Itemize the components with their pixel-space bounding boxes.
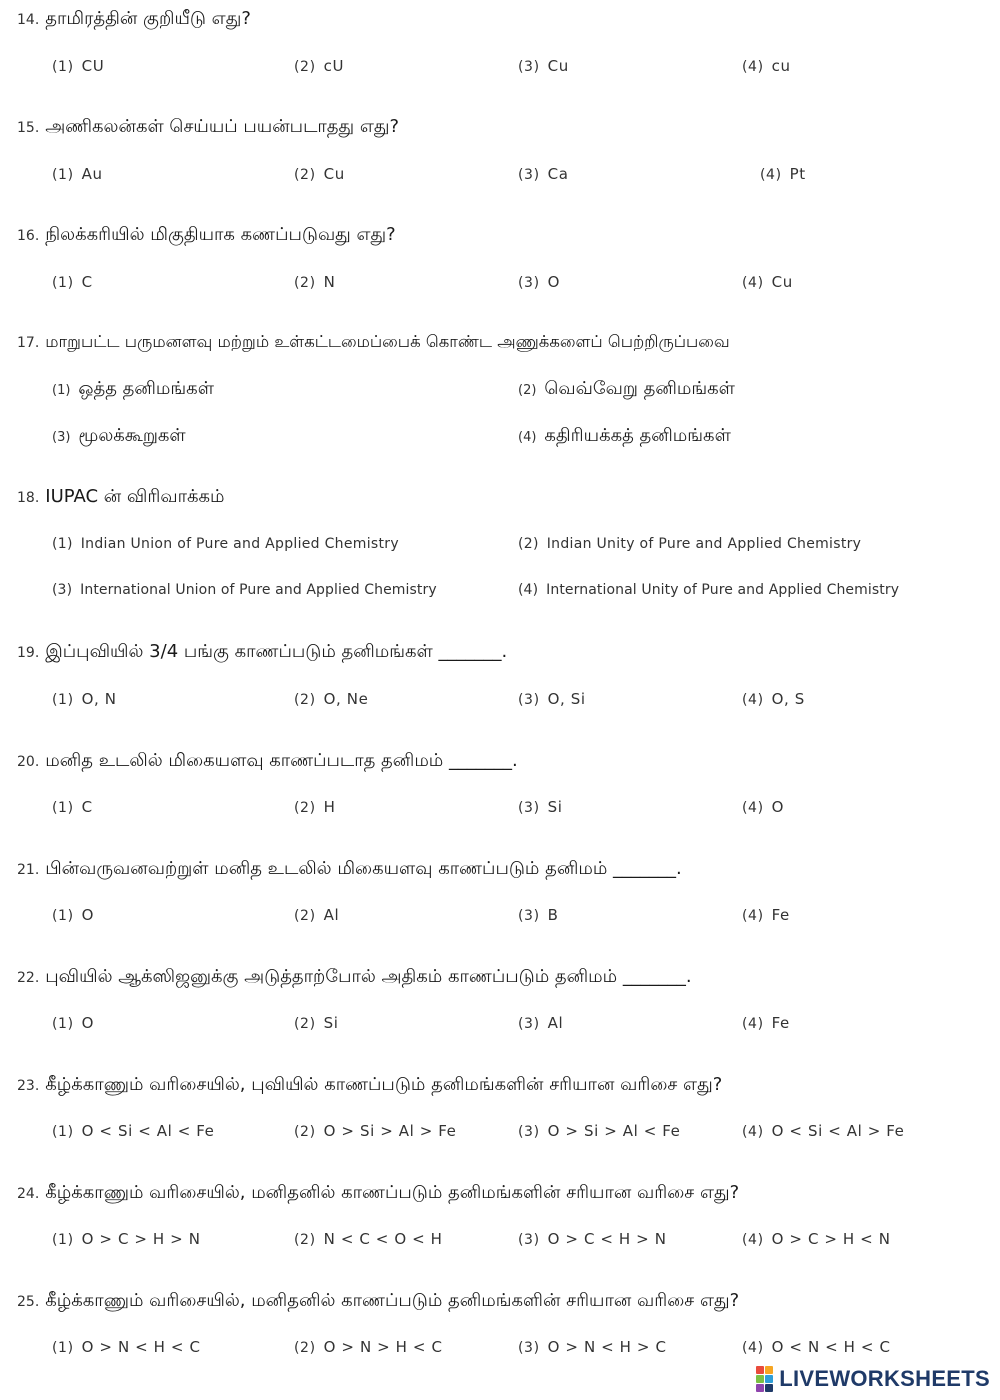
option-3[interactable] [518,1122,681,1140]
option-3[interactable] [518,1338,667,1356]
option-3[interactable] [52,582,437,598]
option-text: N [323,273,336,291]
option-number: (4) [742,1232,764,1248]
option-1[interactable] [52,1122,215,1140]
option-text: வெவ்வேறு தனிமங்கள் [544,378,735,399]
question-number: 15. [17,120,40,136]
option-number: (2) [294,908,316,924]
option-number: (3) [518,1232,540,1248]
option-3[interactable] [518,798,563,816]
option-2[interactable] [294,273,335,291]
option-1[interactable] [52,57,104,75]
option-text: Cu [323,165,345,183]
option-text: Fe [771,1014,790,1032]
logo-square [765,1366,773,1374]
option-1[interactable] [52,165,103,183]
option-text: O > C > H < N [771,1230,891,1248]
option-2[interactable] [294,1122,457,1140]
option-text: கதிரியக்கத் தனிமங்கள் [544,425,731,446]
logo-square [756,1366,764,1374]
option-text: Indian Union of Pure and Applied Chemistry [80,536,399,552]
question-label: தாமிரத்தின் குறியீடு எது? [45,8,251,29]
option-3[interactable] [518,165,569,183]
option-text: O > Si > Al < Fe [547,1122,681,1140]
option-1[interactable] [52,1338,201,1356]
option-1[interactable] [52,273,93,291]
option-number: (4) [742,908,764,924]
option-3[interactable] [518,1014,563,1032]
option-2[interactable] [294,1014,339,1032]
option-number: (1) [52,908,74,924]
option-text: B [547,906,559,924]
option-text: N < C < O < H [323,1230,443,1248]
question-text [17,1182,739,1205]
brand-text: LIVEWORKSHEETS [779,1366,990,1391]
option-number: (2) [294,59,316,75]
option-text: Fe [771,906,790,924]
option-3[interactable] [518,906,559,924]
option-1[interactable] [52,1014,94,1032]
question-label: கீழ்க்காணும் வரிசையில், மனிதனில் காணப்படும் தனிமங்களின் சரியான வரிசை எது? [45,1290,740,1311]
option-2[interactable] [518,378,735,401]
option-4[interactable] [742,273,793,291]
option-4[interactable] [742,690,805,708]
option-1[interactable] [52,1230,201,1248]
option-number: (4) [742,59,764,75]
option-number: (4) [760,167,782,183]
option-4[interactable] [742,1338,891,1356]
option-number: (3) [52,582,73,598]
question-text [17,858,682,881]
option-text: C [81,798,93,816]
option-number: (1) [52,1016,74,1032]
option-number: (4) [742,692,764,708]
option-number: (4) [518,582,539,598]
question-number: 25. [17,1294,40,1310]
option-text: H [323,798,336,816]
option-number: (4) [518,430,537,445]
option-2[interactable] [294,165,345,183]
option-text: O, N [81,690,117,708]
option-1[interactable] [52,536,399,552]
option-4[interactable] [760,165,806,183]
question-label: கீழ்க்காணும் வரிசையில், புவியில் காணப்படும் தனிமங்களின் சரியான வரிசை எது? [45,1074,723,1095]
option-number: (2) [294,692,316,708]
option-number: (1) [52,383,71,398]
option-1[interactable] [52,798,93,816]
option-4[interactable] [742,1122,905,1140]
question-number: 18. [17,490,40,506]
option-text: Pt [789,165,806,183]
question-number: 17. [17,335,40,351]
question-text [17,486,225,509]
option-text: ஒத்த தனிமங்கள் [78,378,214,399]
question-label: மனித உடலில் மிகையளவு காணப்படாத தனிமம் _______. [45,750,518,771]
option-2[interactable] [294,1230,443,1248]
option-text: International Union of Pure and Applied Chemistry [80,582,437,598]
option-text: cU [323,57,345,75]
option-number: (3) [518,167,540,183]
option-number: (2) [294,800,316,816]
option-number: (2) [294,1016,316,1032]
question-text [17,750,518,773]
option-number: (1) [52,536,73,552]
question-text [17,224,396,247]
option-text: O > C < H > N [547,1230,667,1248]
question-label: புவியில் ஆக்ஸிஜனுக்கு அடுத்தாற்போல் அதிகம் காணப்படும் தனிமம் _______. [45,966,692,987]
question-label: கீழ்க்காணும் வரிசையில், மனிதனில் காணப்படும் தனிமங்களின் சரியான வரிசை எது? [45,1182,740,1203]
option-4[interactable] [742,906,790,924]
question-text [17,8,251,31]
question-number: 23. [17,1078,40,1094]
option-number: (2) [518,383,537,398]
option-3[interactable] [52,425,186,448]
option-text: International Unity of Pure and Applied Chemistry [546,582,900,598]
option-number: (2) [294,167,316,183]
option-text: CU [81,57,105,75]
option-1[interactable] [52,906,94,924]
option-number: (1) [52,1232,74,1248]
question-number: 16. [17,228,40,244]
option-text: Si [323,1014,339,1032]
option-number: (4) [742,275,764,291]
option-text: O < Si < Al > Fe [771,1122,905,1140]
question-text [17,966,692,989]
option-number: (1) [52,167,74,183]
option-text: C [81,273,93,291]
option-text: O < Si < Al < Fe [81,1122,215,1140]
option-number: (2) [518,536,539,552]
question-number: 21. [17,862,40,878]
option-2[interactable] [518,536,861,552]
option-text: O > Si > Al > Fe [323,1122,457,1140]
option-text: O > N < H > C [547,1338,667,1356]
option-1[interactable] [52,378,214,401]
question-label: இப்புவியில் 3/4 பங்கு காணப்படும் தனிமங்கள் _______. [45,641,508,662]
option-text: Si [547,798,563,816]
option-3[interactable] [518,1230,667,1248]
option-4[interactable] [742,798,784,816]
option-text: Au [81,165,103,183]
option-number: (1) [52,1340,74,1356]
option-text: O [81,1014,95,1032]
option-4[interactable] [742,57,791,75]
question-label: நிலக்கரியில் மிகுதியாக கணப்படுவது எது? [45,224,396,245]
question-text [17,1074,722,1097]
option-text: O > N > H < C [323,1338,443,1356]
option-2[interactable] [294,906,339,924]
option-text: Ca [547,165,569,183]
option-3[interactable] [518,273,560,291]
option-4[interactable] [518,425,731,448]
option-number: (3) [518,275,540,291]
option-text: Al [323,906,340,924]
option-number: (2) [294,1340,316,1356]
option-number: (2) [294,1124,316,1140]
option-2[interactable] [294,798,336,816]
option-number: (3) [518,1016,540,1032]
option-number: (3) [518,1124,540,1140]
logo-square [756,1384,764,1392]
question-text [17,1290,739,1313]
option-4[interactable] [742,1014,790,1032]
question-number: 14. [17,12,40,28]
option-text: O, Ne [323,690,369,708]
option-1[interactable] [52,690,117,708]
option-text: O [771,798,785,816]
option-text: Indian Unity of Pure and Applied Chemistry [546,536,862,552]
option-number: (3) [518,908,540,924]
option-text: Cu [771,273,793,291]
option-number: (1) [52,1124,74,1140]
question-number: 20. [17,754,40,770]
option-number: (3) [518,59,540,75]
question-label: பின்வருவனவற்றுள் மனித உடலில் மிகையளவு காணப்படும் தனிமம் _______. [45,858,682,879]
option-number: (3) [52,430,71,445]
option-4[interactable] [518,582,899,598]
option-number: (1) [52,800,74,816]
liveworksheets-logo[interactable] [756,1366,990,1392]
question-text [17,116,399,139]
option-number: (3) [518,800,540,816]
logo-square [765,1375,773,1383]
option-text: O, S [771,690,805,708]
option-number: (3) [518,692,540,708]
question-number: 19. [17,645,40,661]
question-number: 22. [17,970,40,986]
option-2[interactable] [294,57,344,75]
liveworksheets-icon [756,1366,773,1392]
option-text: Al [547,1014,564,1032]
question-text [17,641,507,664]
logo-square [765,1384,773,1392]
option-number: (4) [742,1124,764,1140]
question-label: மாறுபட்ட பருமனளவு மற்றும் உள்கட்டமைப்பைக் கொண்ட அணுக்களைப் பெற்றிருப்பவை [45,332,730,351]
option-text: மூலக்கூறுகள் [78,425,186,446]
option-text: O [81,906,95,924]
question-label: IUPAC ன் விரிவாக்கம் [45,486,225,507]
option-number: (4) [742,1340,764,1356]
option-text: O [547,273,561,291]
option-2[interactable] [294,690,368,708]
option-number: (2) [294,1232,316,1248]
option-number: (4) [742,1016,764,1032]
option-text: Cu [547,57,569,75]
question-text [17,332,730,354]
option-3[interactable] [518,690,586,708]
question-number: 24. [17,1186,40,1202]
logo-square [756,1375,764,1383]
option-text: O > N < H < C [81,1338,201,1356]
option-number: (3) [518,1340,540,1356]
option-number: (1) [52,275,74,291]
option-number: (4) [742,800,764,816]
option-2[interactable] [294,1338,443,1356]
option-text: O, Si [547,690,586,708]
question-label: அணிகலன்கள் செய்யப் பயன்படாதது எது? [45,116,400,137]
option-number: (1) [52,59,74,75]
option-text: O > C > H > N [81,1230,201,1248]
option-number: (1) [52,692,74,708]
option-text: cu [771,57,791,75]
option-3[interactable] [518,57,569,75]
option-4[interactable] [742,1230,891,1248]
option-number: (2) [294,275,316,291]
option-text: O < N < H < C [771,1338,891,1356]
